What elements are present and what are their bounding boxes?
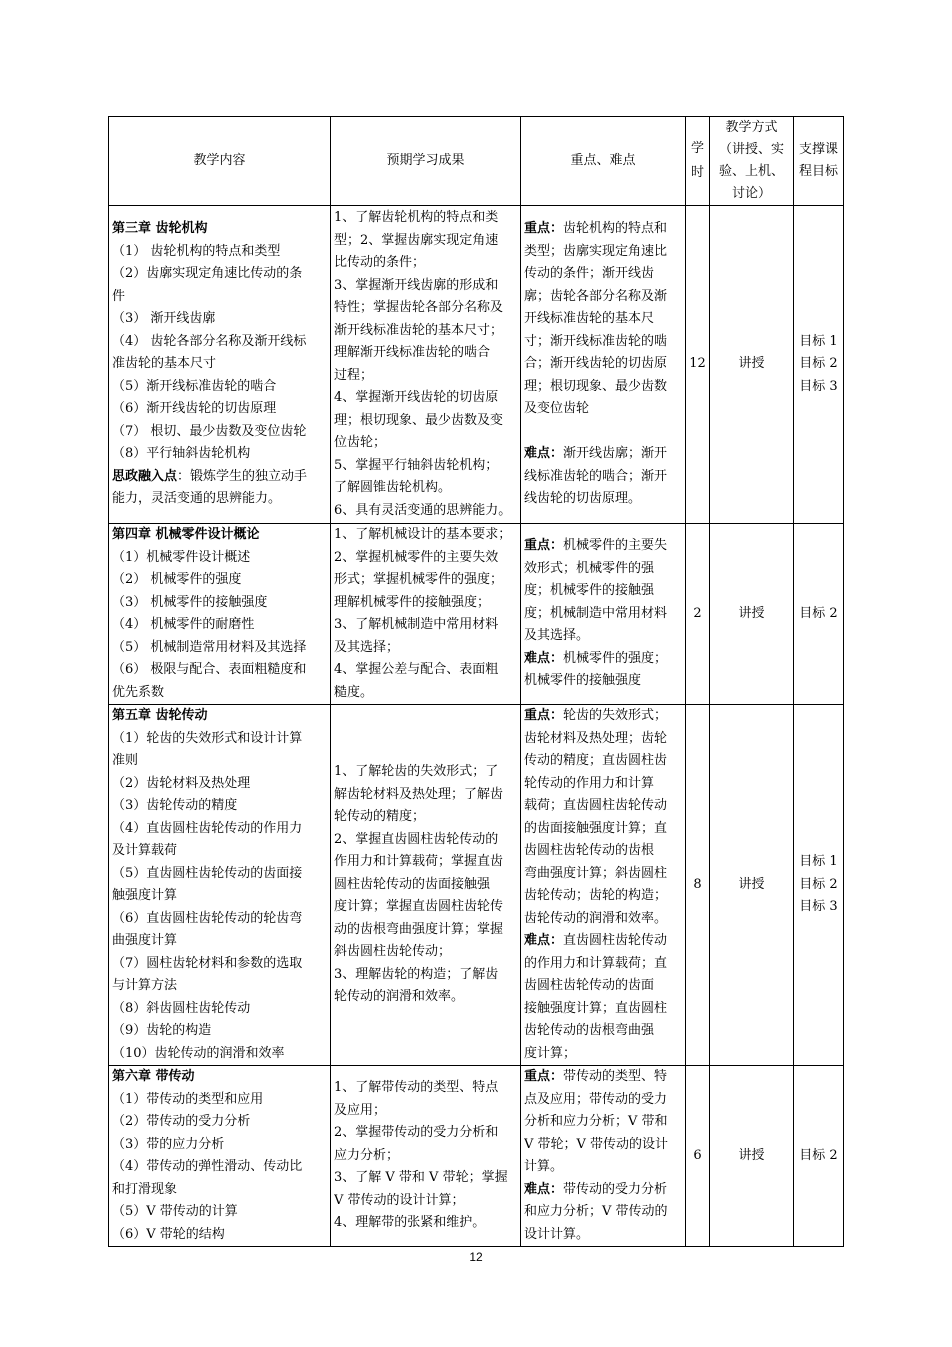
difficulty-line	[524, 648, 682, 671]
hours-cell: 2	[686, 524, 710, 705]
content-item: （10）齿轮传动的润滑和效率	[112, 1045, 285, 1061]
difficulty-text: 设计计算。	[524, 1226, 590, 1242]
outcome-item: 位齿轮；	[334, 435, 387, 450]
outcome-item: 解齿轮材料及热处理；了解齿	[334, 786, 504, 802]
key-points-cell	[521, 1066, 686, 1247]
content-item: （6）渐开线齿轮的切齿原理	[112, 401, 277, 417]
header-outcomes: 预期学习成果	[331, 117, 521, 206]
outcome-item: 圆柱齿轮传动的齿面接触强	[334, 876, 491, 892]
goal-item: 目标 1	[799, 854, 838, 870]
content-item: 及计算载荷	[112, 843, 178, 858]
outcome-item: 理解渐开线标准齿轮的啮合	[334, 345, 491, 360]
key-text: 齿轮材料及热处理；齿轮	[524, 730, 668, 746]
key-text: 的齿面接触强度计算；直	[524, 820, 668, 836]
outcome-item: 型；2、掌握齿廓实现定角速	[334, 232, 499, 248]
chapter-title: 第五章 齿轮传动	[112, 708, 208, 723]
outcome-item: 2、掌握带传动的受力分析和	[334, 1125, 499, 1141]
outcome-item: 2、掌握直齿圆柱齿轮传动的	[334, 831, 499, 847]
goal-item: 目标 3	[799, 899, 838, 915]
table-row	[109, 206, 844, 524]
ideology-label: 思政融入点	[112, 468, 178, 484]
chapter-title: 第四章 机械零件设计概论	[112, 527, 260, 542]
syllabus-table	[108, 116, 844, 1247]
outcomes-cell	[331, 206, 521, 524]
table-row	[109, 524, 844, 705]
hours-cell: 8	[686, 705, 710, 1066]
key-text: 及其选择。	[524, 628, 590, 644]
outcome-item: 3、了解 V 带和 V 带轮；掌握	[334, 1170, 508, 1186]
difficulty-text: 渐开线齿廓；渐开	[563, 446, 668, 462]
method-cell: 讲授	[710, 524, 794, 705]
content-item: （5）V 带传动的计算	[112, 1204, 238, 1219]
outcome-item: 3、了解机械制造中常用材料	[334, 617, 499, 632]
content-item: （2）带传动的受力分析	[112, 1114, 251, 1129]
table-row	[109, 705, 844, 1066]
key-label: 重点：	[524, 221, 564, 237]
goal-item: 目标 1	[799, 333, 838, 349]
difficulty-line	[524, 930, 682, 953]
difficulty-text: 带传动的受力分析	[563, 1181, 668, 1197]
hours-cell: 12	[686, 206, 710, 524]
outcomes-cell	[331, 1066, 521, 1247]
outcome-item: 1、了解齿轮机构的特点和类	[334, 210, 499, 225]
chapter-title: 第三章 齿轮机构	[112, 221, 208, 237]
outcome-item: 及其选择；	[334, 639, 400, 655]
content-item: （7）圆柱齿轮材料和参数的选取	[112, 955, 303, 971]
key-label: 重点：	[524, 538, 564, 554]
key-points-cell	[521, 206, 686, 524]
content-item: （2）齿廓实现定角速比传动的条	[112, 266, 303, 282]
goal-item: 目标 2	[799, 356, 838, 372]
outcome-item: 理解机械零件的接触强度；	[334, 594, 491, 610]
outcomes-cell	[331, 705, 521, 1066]
key-text: 载荷；直齿圆柱齿轮传动	[524, 798, 668, 813]
content-item: （5）直齿圆柱齿轮传动的齿面接	[112, 865, 303, 881]
key-text: 齿轮机构的特点和	[563, 221, 668, 237]
outcome-item: 及应用；	[334, 1102, 387, 1118]
content-item: 曲强度计算	[112, 933, 178, 948]
key-text: 及变位齿轮	[524, 401, 590, 417]
outcomes-cell	[331, 524, 521, 705]
content-item: （1）带传动的类型和应用	[112, 1091, 264, 1107]
content-cell	[109, 1066, 331, 1247]
outcome-item: 轮传动的精度；	[334, 809, 426, 825]
key-text: 点及应用；带传动的受力	[524, 1091, 668, 1107]
goals-cell	[794, 206, 844, 524]
key-text: 机械零件的主要失	[563, 538, 668, 554]
content-item: 和打滑现象	[112, 1181, 178, 1197]
outcome-item: 度计算；掌握直齿圆柱齿轮传	[334, 899, 504, 915]
key-text: 度；机械零件的接触强	[524, 583, 655, 599]
content-item: （8）斜齿圆柱齿轮传动	[112, 1000, 251, 1016]
difficulty-line	[524, 443, 682, 466]
header-key-points: 重点、难点	[521, 117, 686, 206]
content-item: （4） 齿轮各部分名称及渐开线标	[112, 333, 307, 349]
outcome-item: 1、了解轮齿的失效形式；了	[334, 764, 499, 780]
outcome-item: 过程；	[334, 367, 374, 383]
content-item: （3） 机械零件的接触强度	[112, 594, 268, 610]
key-text: 轮齿的失效形式；	[563, 708, 668, 723]
key-text: 效形式；机械零件的强	[524, 560, 655, 576]
key-line	[524, 705, 682, 728]
content-item: （7） 根切、最少齿数及变位齿轮	[112, 423, 307, 439]
outcome-item: V 带传动的设计计算；	[334, 1192, 465, 1208]
hours-cell: 6	[686, 1066, 710, 1247]
key-text: 合；渐开线齿轮的切齿原	[524, 356, 668, 372]
key-label: 重点：	[524, 1069, 564, 1084]
content-item: 准则	[112, 753, 139, 768]
key-text: 轮传动的作用力和计算	[524, 775, 655, 791]
difficulty-label: 难点：	[524, 1181, 564, 1197]
outcome-item: 2、掌握机械零件的主要失效	[334, 549, 499, 565]
content-cell	[109, 524, 331, 705]
outcome-item: 特性；掌握齿轮各部分名称及	[334, 300, 504, 315]
content-item: （6）V 带轮的结构	[112, 1226, 225, 1242]
key-label: 重点：	[524, 708, 564, 723]
key-text: 度；机械制造中常用材料	[524, 605, 668, 621]
content-item: （3）齿轮传动的精度	[112, 798, 238, 813]
content-item: （4） 机械零件的耐磨性	[112, 617, 255, 632]
difficulty-text: 齿轮传动的齿根弯曲强	[524, 1023, 655, 1038]
content-item: （2） 机械零件的强度	[112, 572, 242, 587]
key-text: 分析和应力分析；V 带和	[524, 1114, 668, 1129]
outcome-item: 糙度。	[334, 684, 374, 700]
content-item: （5）渐开线标准齿轮的啮合	[112, 378, 277, 394]
outcome-item: 4、理解带的张紧和维护。	[334, 1215, 486, 1231]
goals-cell	[794, 1066, 844, 1247]
difficulty-text: 直齿圆柱齿轮传动	[563, 933, 668, 948]
difficulty-text: 度计算；	[524, 1045, 577, 1061]
outcome-item: 1、了解带传动的类型、特点	[334, 1080, 499, 1096]
key-line	[524, 218, 682, 241]
content-item: （1）轮齿的失效形式和设计计算	[112, 730, 303, 746]
key-text: 廓；齿轮各部分名称及渐	[524, 288, 668, 304]
key-text: 弯曲强度计算；斜齿圆柱	[524, 865, 668, 881]
key-text: 类型；齿廓实现定角速比	[524, 243, 668, 259]
header-content: 教学内容	[109, 117, 331, 206]
outcome-item: 斜齿圆柱齿轮传动；	[334, 944, 452, 960]
outcome-item: 轮传动的润滑和效率。	[334, 989, 465, 1005]
outcome-item: 4、掌握渐开线齿轮的切齿原	[334, 390, 499, 405]
goal-item: 目标 3	[799, 378, 838, 394]
goal-item: 目标 2	[799, 876, 838, 892]
table-row	[109, 1066, 844, 1247]
header-hours: 学时	[686, 117, 710, 206]
content-item: （6）直齿圆柱齿轮传动的轮齿弯	[112, 910, 303, 926]
goal-item: 目标 2	[799, 1147, 838, 1163]
header-row	[109, 117, 844, 206]
difficulty-text: 接触强度计算；直齿圆柱	[524, 1000, 668, 1016]
difficulty-text: 的作用力和计算载荷；直	[524, 955, 668, 971]
header-method: 教学方式（讲授、实验、上机、讨论）	[710, 117, 794, 206]
content-item: （6） 极限与配合、表面粗糙度和	[112, 662, 307, 677]
goals-cell	[794, 705, 844, 1066]
content-cell	[109, 206, 331, 524]
outcome-item: 渐开线标准齿轮的基本尺寸；	[334, 322, 504, 338]
content-item: （5） 机械制造常用材料及其选择	[112, 639, 307, 655]
key-points-cell	[521, 524, 686, 705]
content-item: 优先系数	[112, 684, 165, 700]
header-goals: 支撑课程目标	[794, 117, 844, 206]
difficulty-label: 难点：	[524, 933, 564, 948]
difficulty-text: 机械零件的强度；	[563, 650, 668, 666]
difficulty-text: 线标准齿轮的啮合；渐开	[524, 468, 668, 484]
difficulty-label: 难点：	[524, 446, 564, 462]
content-item: 触强度计算	[112, 888, 178, 903]
method-cell: 讲授	[710, 705, 794, 1066]
chapter-title: 第六章 带传动	[112, 1069, 195, 1084]
outcome-item: 5、掌握平行轴斜齿轮机构；	[334, 457, 499, 473]
key-text: 齿轮传动；齿轮的构造；	[524, 888, 668, 903]
outcome-item: 3、掌握渐开线齿廓的形成和	[334, 277, 499, 293]
goals-cell	[794, 524, 844, 705]
key-text: 开线标准齿轮的基本尺	[524, 311, 655, 327]
outcome-item: 形式；掌握机械零件的强度；	[334, 572, 504, 587]
ideology-line	[112, 466, 327, 489]
key-text: 齿圆柱齿轮传动的齿根	[524, 843, 655, 858]
difficulty-text: 和应力分析；V 带传动的	[524, 1204, 668, 1219]
content-item: 与计算方法	[112, 978, 178, 993]
content-item: （1）机械零件设计概述	[112, 549, 251, 565]
outcome-item: 3、理解齿轮的构造；了解齿	[334, 966, 499, 982]
key-text: 计算。	[524, 1159, 564, 1174]
page-number: 12	[469, 1250, 483, 1264]
key-text: 齿轮传动的润滑和效率。	[524, 910, 668, 926]
ideology-text: 能力，灵活变通的思辨能力。	[112, 491, 282, 507]
content-item: （8）平行轴斜齿轮机构	[112, 446, 251, 462]
content-cell	[109, 705, 331, 1066]
difficulty-text: 线齿轮的切齿原理。	[524, 491, 642, 507]
outcome-item: 比传动的条件；	[334, 255, 426, 270]
key-line	[524, 535, 682, 558]
difficulty-text: 机械零件的接触强度	[524, 673, 642, 689]
difficulty-text: 齿圆柱齿轮传动的齿面	[524, 978, 655, 993]
method-cell: 讲授	[710, 206, 794, 524]
key-text: 传动的精度；直齿圆柱齿	[524, 753, 668, 768]
content-item: （1） 齿轮机构的特点和类型	[112, 243, 281, 259]
content-item: 件	[112, 288, 126, 304]
difficulty-line	[524, 1179, 682, 1202]
key-text: 传动的条件；渐开线齿	[524, 266, 655, 282]
key-text: 带传动的类型、特	[563, 1069, 668, 1084]
content-item: （4）带传动的弹性滑动、传动比	[112, 1159, 303, 1174]
goal-item: 目标 2	[799, 605, 838, 621]
difficulty-label: 难点：	[524, 650, 564, 666]
outcome-item: 6、具有灵活变通的思辨能力。	[334, 502, 512, 518]
content-item: （4）直齿圆柱齿轮传动的作用力	[112, 820, 303, 836]
spacer	[524, 421, 682, 444]
content-item: 准齿轮的基本尺寸	[112, 356, 217, 372]
outcome-item: 1、了解机械设计的基本要求；	[334, 527, 512, 542]
content-item: （2）齿轮材料及热处理	[112, 775, 251, 791]
key-text: 理；根切现象、最少齿数	[524, 378, 668, 394]
key-points-cell	[521, 705, 686, 1066]
key-line	[524, 1066, 682, 1089]
outcome-item: 4、掌握公差与配合、表面粗	[334, 662, 499, 677]
outcome-item: 作用力和计算载荷；掌握直齿	[334, 854, 504, 870]
outcome-item: 应力分析；	[334, 1147, 400, 1163]
method-cell: 讲授	[710, 1066, 794, 1247]
outcome-item: 动的齿根弯曲强度计算；掌握	[334, 921, 504, 937]
content-item: （3）带的应力分析	[112, 1136, 225, 1152]
outcome-item: 理；根切现象、最少齿数及变	[334, 412, 504, 428]
key-text: 寸；渐开线标准齿轮的啮	[524, 333, 668, 349]
content-item: （3） 渐开线齿廓	[112, 311, 216, 327]
ideology-text: ：锻炼学生的独立动手	[177, 468, 308, 484]
key-text: V 带轮；V 带传动的设计	[524, 1136, 669, 1152]
outcome-item: 了解圆锥齿轮机构。	[334, 480, 452, 495]
content-item: （9）齿轮的构造	[112, 1023, 212, 1038]
